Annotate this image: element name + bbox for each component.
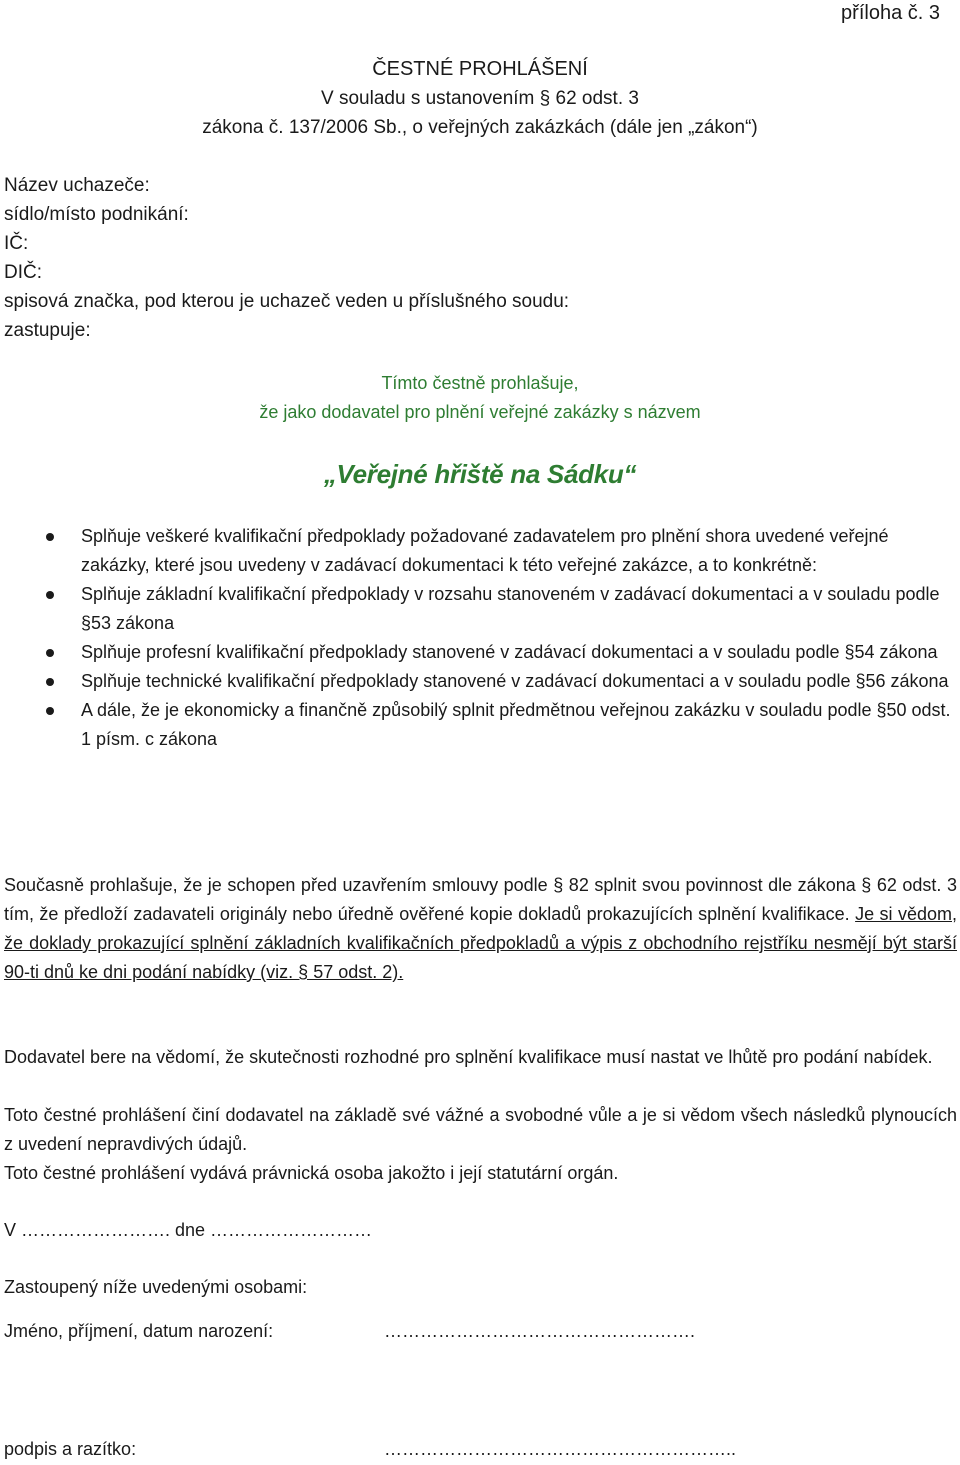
- field-registered-office: sídlo/místo podnikání:: [4, 204, 189, 225]
- list-item: Splňuje základní kvalifikační předpoklady v rozsahu stanoveném v zadávací dokumentaci a v souladu podle §53 zákona: [0, 580, 960, 638]
- name-field-label: Jméno, příjmení, datum narození:: [4, 1321, 274, 1341]
- field-represents: zastupuje:: [4, 320, 91, 341]
- signature-dots: …………………………………………………..: [384, 1439, 737, 1459]
- field-applicant-name: Název uchazeče:: [4, 175, 150, 196]
- subtitle-line-2: zákona č. 137/2006 Sb., o veřejných zakázkách (dále jen „zákon“): [202, 117, 758, 138]
- paragraph-concurrent-underlined: Je si vědom, že doklady prokazující splnění základních kvalifikačních předpokladů a výpis z obchodního rejstříku nesmějí být starší 90-ti dnů ke dni podání nabídky (viz. § 57 odst. 2).: [4, 904, 957, 982]
- qualification-list: [0, 522, 960, 754]
- name-field-dots: …………………………………………….: [384, 1321, 696, 1341]
- list-item: Splňuje technické kvalifikační předpoklady stanovené v zadávací dokumentaci a v souladu podle §56 zákona: [0, 667, 960, 696]
- paragraph-deadline: Dodavatel bere na vědomí, že skutečnosti rozhodné pro splnění kvalifikace musí nastat ve lhůtě pro podání nabídek.: [4, 1047, 933, 1067]
- paragraph-concurrent-text: Současně prohlašuje, že je schopen před uzavřením smlouvy podle § 82 splnit svou povinnost dle zákona § 62 odst. 3 tím, že předloží zadavateli originály nebo úředně ověřené kopie dokladů prokazujících splnění kvalifikace.: [4, 875, 957, 924]
- list-item: Splňuje profesní kvalifikační předpoklady stanovené v zadávací dokumentaci a v souladu podle §54 zákona: [0, 638, 960, 667]
- document-title: ČESTNÉ PROHLÁŠENÍ: [372, 58, 588, 80]
- paragraph-serious: Toto čestné prohlášení činí dodavatel na základě své vážné a svobodné vůle a je si vědom všech následků plynoucích z uvedení nepravdivých údajů.: [4, 1105, 957, 1154]
- list-item: A dále, že je ekonomicky a finančně způsobilý splnit předmětnou veřejnou zakázku v souladu podle §50 odst. 1 písm. c zákona: [0, 696, 960, 754]
- paragraph-legal-entity: Toto čestné prohlášení vydává právnická osoba jakožto i její statutární orgán.: [4, 1163, 619, 1183]
- field-court-file: spisová značka, pod kterou je uchazeč veden u příslušného soudu:: [4, 291, 570, 312]
- list-item: Splňuje veškeré kvalifikační předpoklady požadované zadavatelem pro plnění shora uvedené veřejné zakázky, které jsou uvedeny v zadávací dokumentaci k této veřejné zakázce, a to konkrétně:: [0, 522, 960, 580]
- signature-label: podpis a razítko:: [4, 1439, 137, 1459]
- contract-name: „Veřejné hřiště na Sádku“: [323, 459, 637, 489]
- declaration-line-2: že jako dodavatel pro plnění veřejné zakázky s názvem: [259, 402, 701, 422]
- declaration-line-1: Tímto čestně prohlašuje,: [381, 373, 579, 393]
- field-dic: DIČ:: [4, 262, 42, 283]
- place-date-line: V ……………………. dne ………………………: [4, 1220, 373, 1240]
- annex-label: příloha č. 3: [841, 2, 940, 24]
- represented-by: Zastoupený níže uvedenými osobami:: [4, 1277, 308, 1297]
- subtitle-line-1: V souladu s ustanovením § 62 odst. 3: [321, 88, 639, 109]
- field-ic: IČ:: [4, 233, 29, 254]
- paragraph-concurrent: [4, 871, 957, 987]
